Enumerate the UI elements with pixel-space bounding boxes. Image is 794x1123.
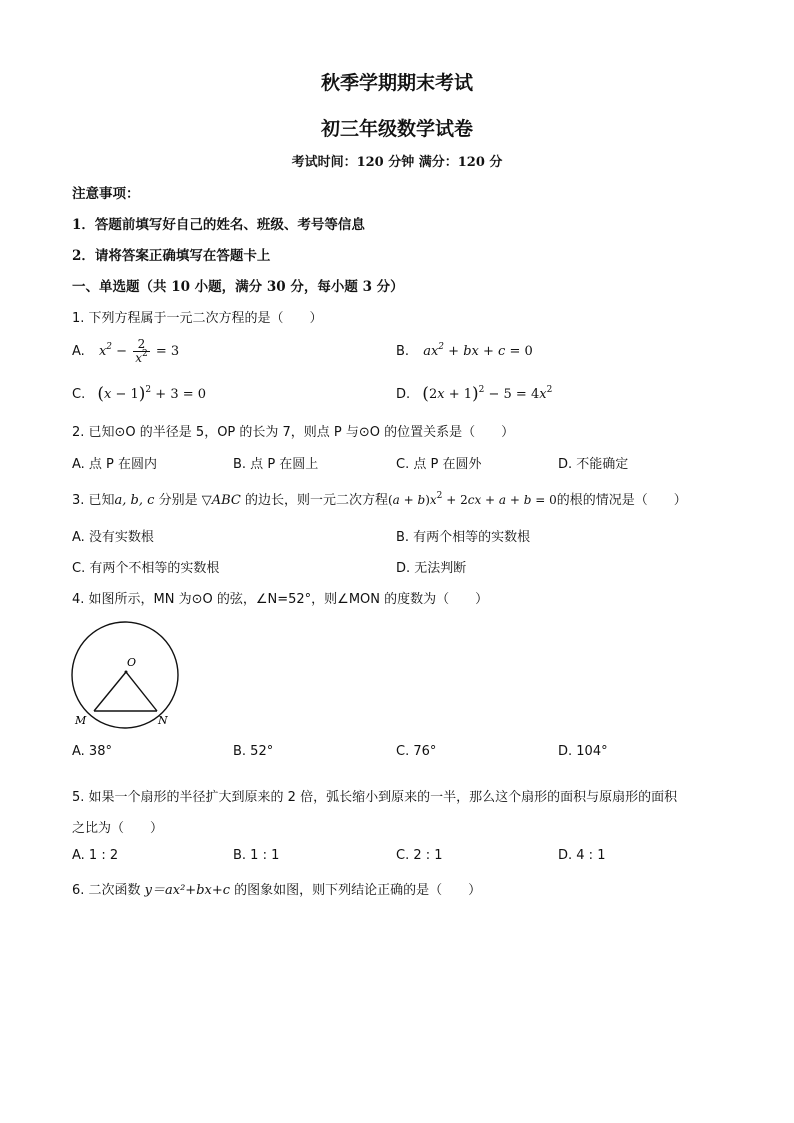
question-2-option-a: A. 点 P 在圆内 <box>72 457 158 472</box>
option-label: C. <box>72 387 86 402</box>
notes-item-2: 2．请将答案正确填写在答题卡上 <box>72 248 271 264</box>
question-3-option-a: A. 没有实数根 <box>72 530 154 545</box>
question-2-stem: 2. 已知⊙O 的半径是 5，OP 的长为 7，则点 P 与⊙O 的位置关系是（ ） <box>72 425 515 440</box>
question-2-option-d: D. 不能确定 <box>558 457 629 472</box>
radius-on <box>126 672 157 711</box>
q3-triangle: ▽ABC <box>201 493 241 508</box>
exam-info: 考试时间：120 分钟 满分：120 分 <box>291 155 503 170</box>
exam-title: 秋季学期期末考试 <box>320 72 473 94</box>
question-5-option-c: C. 2 : 1 <box>396 848 443 863</box>
q6-text-2: 的图象如图，则下列结论正确的是（ ） <box>230 883 482 898</box>
question-5-option-d: D. 4 : 1 <box>558 848 606 863</box>
question-1-option-b: B. $ax^2$ + bx + c = 0 <box>396 342 533 359</box>
q3-text-4: 的根的情况是（ ） <box>556 493 687 508</box>
question-4-option-d: D. 104° <box>558 744 608 759</box>
option-label: A. <box>72 344 85 359</box>
notes-heading: 注意事项： <box>72 186 140 202</box>
circle-outline <box>72 622 178 728</box>
question-5-option-a: A. 1 : 2 <box>72 848 119 863</box>
q3-text-3: 的边长，则一元二次方程 <box>240 493 388 508</box>
q3-vars: a, b, c <box>114 493 155 508</box>
notes-item-1: 1．答题前填写好自己的姓名、班级、考号等信息 <box>72 217 365 233</box>
question-2-option-c: C. 点 P 在圆外 <box>396 457 482 472</box>
q3-text-2: 分别是 <box>154 493 202 508</box>
question-4-option-b: B. 52° <box>233 744 274 759</box>
question-3-option-d: D. 无法判断 <box>396 561 467 576</box>
question-1-option-a: A. $x^2$ − $\frac{2}{x^2}$ = 3 <box>72 337 180 365</box>
question-2-option-b: B. 点 P 在圆上 <box>233 457 319 472</box>
radius-om <box>94 672 126 711</box>
question-5-stem-line-1: 5. 如果一个扇形的半径扩大到原来的 2 倍，弧长缩小到原来的一半，那么这个扇形的面积与原扇形的面积 <box>72 790 678 805</box>
question-5-stem-line-2: 之比为（ ） <box>72 821 164 836</box>
q6-text-1: 6. 二次函数 <box>72 883 145 898</box>
question-3-option-c: C. 有两个不相等的实数根 <box>72 561 220 576</box>
question-1-option-d: D. $(2x + 1)^2 - 5 = 4x^2$ <box>396 384 553 404</box>
label-n: N <box>158 714 168 727</box>
section-heading: 一、单选题（共 10 小题，满分 30 分，每小题 3 分） <box>72 279 404 295</box>
option-label: D. <box>396 387 411 402</box>
question-3-stem: 3. 已知a, b, c 分别是 ▽ABC 的边长，则一元二次方程$(a + b)x^2 + 2cx + a + b = 0$的根的情况是（ ） <box>72 491 687 508</box>
question-3-option-b: B. 有两个相等的实数根 <box>396 530 531 545</box>
q3-text-1: 3. 已知 <box>72 493 115 508</box>
question-4-option-c: C. 76° <box>396 744 437 759</box>
option-label: B. <box>396 344 410 359</box>
question-4-option-a: A. 38° <box>72 744 112 759</box>
question-6-stem <box>72 879 481 898</box>
center-point <box>125 671 128 674</box>
q6-function: y＝ax²+bx+c <box>144 883 231 898</box>
question-5-option-b: B. 1 : 1 <box>233 848 280 863</box>
exam-subtitle: 初三年级数学试卷 <box>320 118 473 140</box>
question-4-stem: 4. 如图所示，MN 为⊙O 的弦，∠N=52°，则∠MON 的度数为（ ） <box>72 592 489 607</box>
question-1-stem: 1. 下列方程属于一元二次方程的是（ ） <box>72 311 323 326</box>
label-o: O <box>127 656 137 669</box>
circle-chord-figure <box>66 618 186 733</box>
question-1-option-c: C. $(x - 1)^2 + 3 = 0$ <box>72 384 207 404</box>
label-m: M <box>75 714 87 727</box>
